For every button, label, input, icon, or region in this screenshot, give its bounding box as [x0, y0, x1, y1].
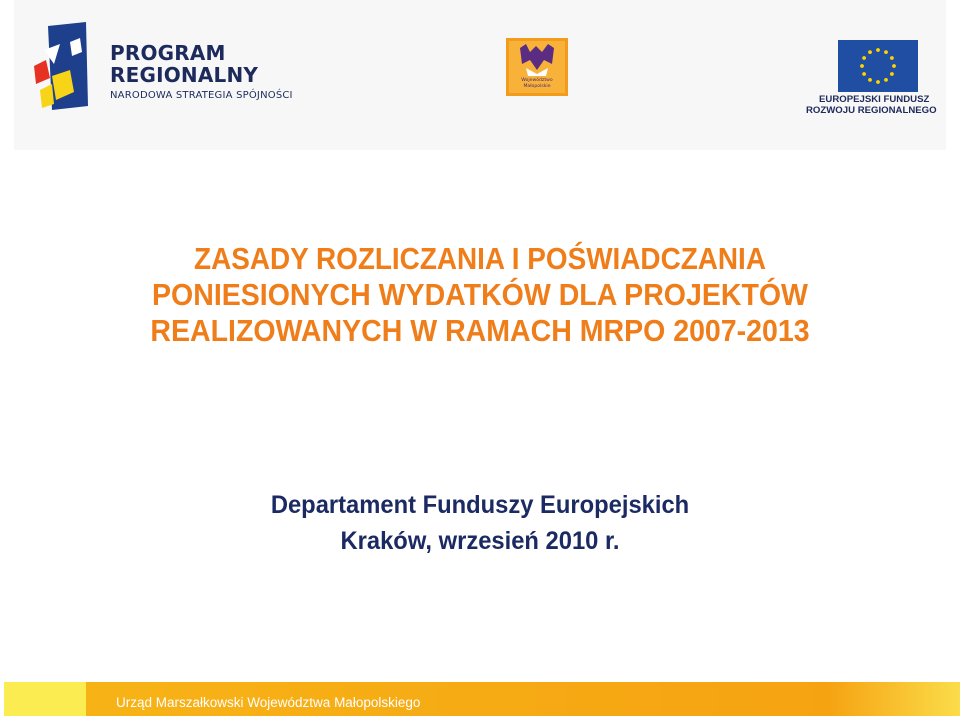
program-logo-line1: PROGRAM	[110, 41, 226, 65]
program-regionalny-text	[110, 42, 340, 104]
document-title	[40, 241, 920, 349]
eu-fund-line2: ROZWOJU REGIONALNEGO	[806, 105, 937, 116]
footer-bar	[0, 682, 960, 716]
program-regionalny-logo	[30, 20, 330, 120]
department-name: Departament Funduszy Europejskich	[270, 491, 690, 519]
program-regionalny-mark-icon	[30, 20, 92, 112]
footer-text: Urząd Marszałkowski Województwa Małopolskiego	[116, 695, 421, 710]
eu-flag-icon	[838, 40, 918, 92]
eu-fund-line1: EUROPEJSKI FUNDUSZ	[819, 94, 930, 105]
title-line2: PONIESIONYCH WYDATKÓW DLA PROJEKTÓW	[152, 277, 808, 312]
title-line1: ZASADY ROZLICZANIA I POŚWIADCZANIA	[194, 241, 766, 276]
malopolska-logo	[506, 38, 568, 96]
program-logo-line2: REGIONALNY	[110, 63, 259, 87]
program-logo-line3: NARODOWA STRATEGIA SPÓJNOŚCI	[110, 90, 293, 101]
document-subtitle	[100, 487, 860, 559]
eu-fund-text	[806, 94, 948, 116]
title-line3: REALIZOWANYCH W RAMACH MRPO 2007-2013	[150, 313, 810, 348]
footer-accent-block	[4, 682, 86, 716]
malopolska-label: Województwo Małopolskie	[521, 78, 553, 89]
place-and-date: Kraków, wrzesień 2010 r.	[340, 527, 620, 555]
